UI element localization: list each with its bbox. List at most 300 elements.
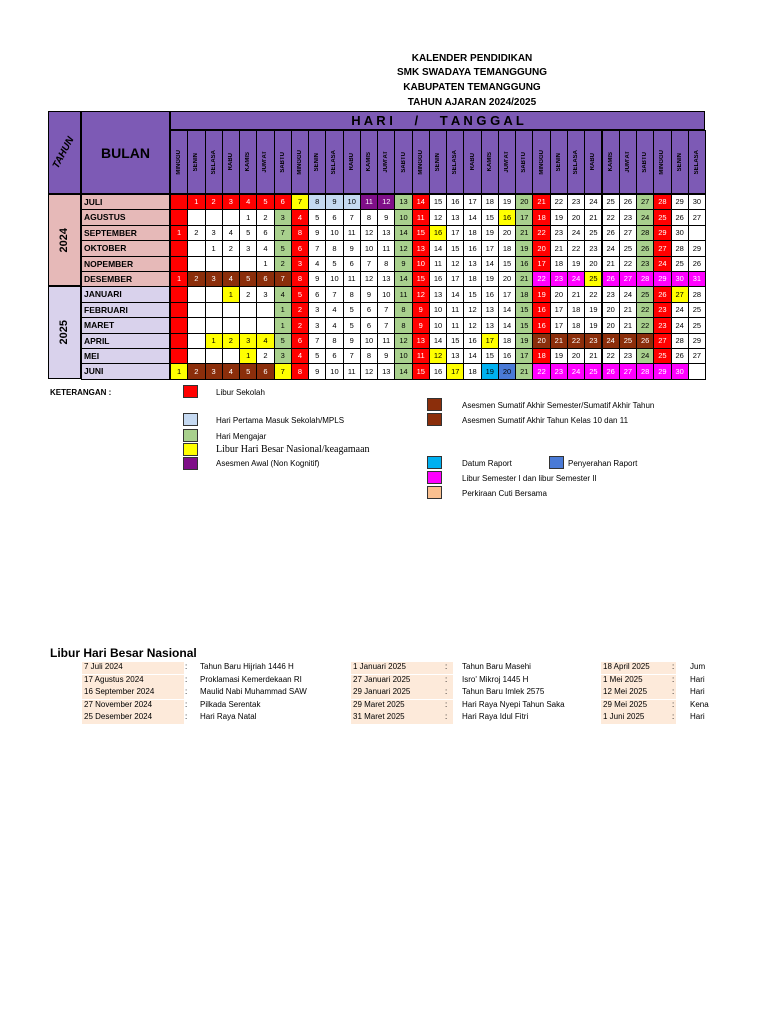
- day-cell: 7: [360, 256, 378, 272]
- day-cell: 3: [256, 286, 274, 302]
- day-cell: 7: [377, 317, 395, 333]
- year-cell: [48, 194, 81, 286]
- day-cell: 25: [584, 271, 602, 287]
- day-cell: [170, 194, 188, 210]
- day-cell: 5: [239, 271, 257, 287]
- day-cell: 6: [256, 271, 274, 287]
- day-cell: 18: [567, 317, 585, 333]
- legend-label: Libur Hari Besar Nasional/keagamaan: [216, 444, 370, 455]
- month-name: JUNI: [81, 363, 170, 379]
- day-name-label: MINGGU: [176, 149, 183, 175]
- day-cell: 18: [532, 209, 550, 225]
- day-cell: 12: [360, 271, 378, 287]
- day-cell: 5: [239, 363, 257, 379]
- day-cell: 21: [602, 256, 620, 272]
- day-cell: 1: [187, 194, 205, 210]
- day-cell: 2: [205, 194, 223, 210]
- day-name-header: [688, 130, 706, 194]
- legend-label: Asesmen Sumatif Akhir Semester/Sumatif Akhir Tahun: [462, 401, 655, 410]
- legend-swatch: [183, 429, 198, 442]
- day-name-header: [515, 130, 533, 194]
- day-cell: 16: [429, 363, 447, 379]
- holiday-name: Tahun Baru Hijriah 1446 H: [200, 662, 294, 671]
- day-cell: 9: [360, 286, 378, 302]
- holiday-name: Tahun Baru Imlek 2575: [462, 687, 545, 696]
- day-cell: [170, 333, 188, 349]
- day-cell: 6: [256, 363, 274, 379]
- day-cell: [170, 317, 188, 333]
- day-cell: 9: [308, 363, 326, 379]
- day-cell: 20: [567, 209, 585, 225]
- day-cell: 19: [498, 194, 516, 210]
- day-name-label: SENIN: [555, 152, 562, 172]
- day-cell: 11: [343, 363, 361, 379]
- holiday-date: 31 Maret 2025: [351, 712, 453, 724]
- day-cell: 6: [343, 256, 361, 272]
- day-cell: 27: [619, 225, 637, 241]
- day-cell: 8: [394, 302, 412, 318]
- day-name-label: SABTU: [642, 151, 649, 173]
- day-name-header: [239, 130, 257, 194]
- day-cell: 26: [619, 194, 637, 210]
- day-cell: 15: [412, 225, 430, 241]
- day-cell: 20: [498, 271, 516, 287]
- day-cell: 1: [274, 317, 292, 333]
- day-cell: 12: [394, 333, 412, 349]
- day-cell: [205, 302, 223, 318]
- day-name-header: [653, 130, 671, 194]
- day-cell: 16: [481, 286, 499, 302]
- day-cell: 16: [446, 194, 464, 210]
- day-cell: 7: [308, 333, 326, 349]
- day-cell: 23: [653, 317, 671, 333]
- holiday-name: Hari Raya Nyepi Tahun Saka: [462, 699, 565, 709]
- day-cell: 14: [463, 209, 481, 225]
- day-cell: 7: [308, 240, 326, 256]
- day-cell: 3: [274, 209, 292, 225]
- day-cell: 11: [412, 348, 430, 364]
- day-cell: 15: [498, 256, 516, 272]
- day-cell: 23: [602, 286, 620, 302]
- day-cell: 24: [671, 302, 689, 318]
- day-cell: 7: [325, 286, 343, 302]
- day-cell: 2: [256, 209, 274, 225]
- day-name-label: SELASA: [452, 149, 459, 175]
- day-cell: 15: [515, 317, 533, 333]
- day-cell: 7: [291, 194, 309, 210]
- day-cell: 11: [343, 271, 361, 287]
- day-cell: 18: [498, 333, 516, 349]
- day-cell: 26: [602, 363, 620, 379]
- day-cell: 9: [308, 225, 326, 241]
- legend-swatch: [427, 456, 442, 469]
- day-name-header: [205, 130, 223, 194]
- day-cell: 7: [343, 348, 361, 364]
- day-cell: 13: [377, 271, 395, 287]
- day-cell: 1: [170, 271, 188, 287]
- day-name-label: KAMIS: [486, 152, 493, 172]
- day-cell: 2: [222, 333, 240, 349]
- day-cell: 26: [636, 240, 654, 256]
- day-cell: [170, 302, 188, 318]
- day-cell: 20: [498, 363, 516, 379]
- day-cell: 14: [394, 225, 412, 241]
- title-line-4: TAHUN AJARAN 2024/2025: [407, 97, 537, 108]
- day-cell: 11: [394, 286, 412, 302]
- day-cell: 10: [360, 240, 378, 256]
- day-cell: [688, 225, 706, 241]
- year-cell: [48, 286, 81, 378]
- day-cell: 12: [360, 225, 378, 241]
- day-cell: 20: [515, 194, 533, 210]
- day-cell: 27: [671, 286, 689, 302]
- day-cell: 24: [567, 271, 585, 287]
- day-cell: 4: [291, 348, 309, 364]
- day-cell: 21: [550, 333, 568, 349]
- holiday-colon: :: [672, 674, 675, 684]
- day-cell: 24: [653, 256, 671, 272]
- month-name: JULI: [81, 194, 170, 210]
- day-name-label: MINGGU: [417, 149, 424, 175]
- holiday-date: 29 Maret 2025: [351, 700, 453, 712]
- day-cell: 4: [291, 209, 309, 225]
- day-cell: 1: [170, 225, 188, 241]
- day-cell: 14: [463, 348, 481, 364]
- day-name-label: SENIN: [676, 152, 683, 172]
- day-cell: 23: [636, 256, 654, 272]
- day-cell: 21: [532, 194, 550, 210]
- holiday-colon: :: [185, 712, 188, 721]
- day-name-header: [274, 130, 292, 194]
- day-cell: 27: [653, 240, 671, 256]
- day-cell: 22: [602, 348, 620, 364]
- holiday-colon: :: [672, 712, 675, 721]
- day-cell: 31: [688, 271, 706, 287]
- day-name-label: JUM'AT: [624, 151, 631, 173]
- day-cell: 23: [550, 225, 568, 241]
- day-cell: 17: [446, 363, 464, 379]
- holiday-name: Hari Raya Natal: [200, 712, 257, 721]
- holiday-date: 25 Desember 2024: [82, 712, 184, 724]
- holiday-date: 27 November 2024: [82, 700, 184, 712]
- day-cell: 6: [308, 286, 326, 302]
- day-cell: 8: [360, 348, 378, 364]
- day-cell: 21: [515, 225, 533, 241]
- day-cell: 1: [170, 363, 188, 379]
- holiday-date: 1 Mei 2025: [601, 675, 676, 687]
- legend-swatch: [183, 457, 198, 470]
- legend-label: Libur Sekolah: [216, 388, 265, 397]
- day-name-label: RABU: [348, 153, 355, 171]
- day-cell: 25: [584, 363, 602, 379]
- day-cell: [205, 348, 223, 364]
- holiday-name: Maulid Nabi Muhammad SAW: [200, 687, 307, 696]
- day-cell: 7: [274, 225, 292, 241]
- day-cell: 12: [446, 256, 464, 272]
- day-cell: 22: [584, 286, 602, 302]
- day-cell: 15: [463, 286, 481, 302]
- day-cell: 8: [291, 225, 309, 241]
- holiday-date: 27 Januari 2025: [351, 675, 453, 687]
- legend-label: Libur Semester I dan libur Semester II: [462, 474, 597, 483]
- holiday-colon: :: [445, 699, 448, 709]
- day-cell: 12: [412, 286, 430, 302]
- day-name-label: SELASA: [573, 149, 580, 175]
- day-cell: 3: [308, 317, 326, 333]
- day-cell: 19: [515, 240, 533, 256]
- day-cell: [205, 209, 223, 225]
- day-cell: 9: [412, 317, 430, 333]
- day-cell: 11: [343, 225, 361, 241]
- day-cell: 4: [239, 194, 257, 210]
- day-name-header: [636, 130, 654, 194]
- day-cell: 11: [446, 317, 464, 333]
- day-name-header: [377, 130, 395, 194]
- legend-title: KETERANGAN :: [50, 388, 112, 397]
- day-cell: 30: [688, 194, 706, 210]
- day-cell: 18: [481, 194, 499, 210]
- day-cell: 21: [584, 348, 602, 364]
- day-name-label: MINGGU: [659, 149, 666, 175]
- day-cell: 16: [463, 240, 481, 256]
- holiday-date: 18 April 2025: [601, 662, 676, 674]
- day-cell: [187, 256, 205, 272]
- day-cell: 5: [325, 256, 343, 272]
- day-cell: 4: [256, 333, 274, 349]
- day-cell: 26: [688, 256, 706, 272]
- day-cell: 22: [567, 333, 585, 349]
- day-cell: 24: [567, 363, 585, 379]
- day-cell: [222, 256, 240, 272]
- day-cell: 10: [377, 286, 395, 302]
- day-name-header: [308, 130, 326, 194]
- month-name: APRIL: [81, 333, 170, 349]
- month-name: FEBRUARI: [81, 302, 170, 318]
- day-cell: 24: [671, 317, 689, 333]
- day-cell: 18: [532, 348, 550, 364]
- day-cell: 25: [688, 317, 706, 333]
- day-cell: 4: [222, 225, 240, 241]
- holiday-name: Isro' Mikroj 1445 H: [462, 674, 529, 684]
- month-name: SEPTEMBER: [81, 225, 170, 241]
- day-cell: 4: [308, 256, 326, 272]
- holiday-date: 17 Agustus 2024: [82, 675, 184, 687]
- day-cell: 11: [360, 194, 378, 210]
- day-name-label: JUM'AT: [383, 151, 390, 173]
- day-cell: 5: [274, 333, 292, 349]
- holiday-colon: :: [672, 662, 675, 671]
- holiday-name: Proklamasi Kemerdekaan RI: [200, 674, 302, 684]
- holiday-colon: :: [445, 662, 448, 671]
- day-cell: 7: [274, 271, 292, 287]
- legend-label: Hari Pertama Masuk Sekolah/MPLS: [216, 416, 345, 425]
- day-cell: 18: [463, 363, 481, 379]
- day-cell: 25: [653, 348, 671, 364]
- day-cell: 13: [412, 333, 430, 349]
- day-cell: 19: [584, 317, 602, 333]
- month-name: AGUSTUS: [81, 209, 170, 225]
- holiday-name: Hari: [690, 687, 705, 696]
- day-cell: 12: [429, 348, 447, 364]
- tahun-header-label: TAHUN: [51, 134, 77, 170]
- day-cell: 30: [671, 225, 689, 241]
- day-cell: 10: [394, 209, 412, 225]
- day-cell: 19: [567, 256, 585, 272]
- year-label: 2025: [58, 320, 70, 345]
- day-cell: 10: [412, 256, 430, 272]
- day-cell: 23: [567, 194, 585, 210]
- day-name-header: [360, 130, 378, 194]
- day-name-header: [463, 130, 481, 194]
- day-name-header: [325, 130, 343, 194]
- day-cell: 9: [377, 348, 395, 364]
- day-cell: 19: [481, 225, 499, 241]
- day-cell: 9: [377, 209, 395, 225]
- day-cell: 9: [343, 333, 361, 349]
- day-cell: 28: [653, 194, 671, 210]
- day-cell: 1: [205, 333, 223, 349]
- day-cell: 6: [291, 240, 309, 256]
- day-cell: 23: [619, 209, 637, 225]
- day-cell: 21: [567, 286, 585, 302]
- day-cell: 9: [394, 256, 412, 272]
- day-cell: 17: [463, 194, 481, 210]
- year-label: 2024: [58, 227, 70, 253]
- day-cell: 24: [567, 225, 585, 241]
- holiday-name: Hari: [690, 674, 705, 684]
- day-cell: [688, 363, 706, 379]
- day-cell: 29: [653, 271, 671, 287]
- day-cell: 12: [360, 363, 378, 379]
- hari-tanggal-header: H A R I / T A N G G A L: [170, 111, 705, 130]
- day-cell: 14: [446, 286, 464, 302]
- day-cell: 8: [291, 271, 309, 287]
- day-cell: 7: [377, 302, 395, 318]
- day-name-label: SABTU: [400, 151, 407, 173]
- day-cell: 7: [343, 209, 361, 225]
- day-cell: 11: [446, 302, 464, 318]
- day-cell: 15: [429, 194, 447, 210]
- day-cell: 19: [481, 363, 499, 379]
- holiday-date: 1 Januari 2025: [351, 662, 453, 674]
- day-cell: 29: [688, 240, 706, 256]
- month-name: JANUARI: [81, 286, 170, 302]
- day-cell: 1: [239, 209, 257, 225]
- holiday-date: 12 Mei 2025: [601, 687, 676, 699]
- day-cell: 26: [671, 209, 689, 225]
- day-cell: 19: [550, 209, 568, 225]
- day-cell: 13: [446, 348, 464, 364]
- day-cell: 16: [515, 256, 533, 272]
- day-cell: 29: [653, 363, 671, 379]
- holiday-name: Kena: [690, 699, 709, 709]
- day-name-label: KAMIS: [245, 152, 252, 172]
- day-cell: [239, 256, 257, 272]
- day-cell: 5: [239, 225, 257, 241]
- day-cell: 29: [671, 194, 689, 210]
- holiday-date: 29 Januari 2025: [351, 687, 453, 699]
- day-cell: 26: [636, 333, 654, 349]
- day-name-header: [429, 130, 447, 194]
- day-cell: 26: [602, 225, 620, 241]
- day-cell: 4: [274, 286, 292, 302]
- day-cell: 18: [498, 240, 516, 256]
- day-cell: 24: [602, 333, 620, 349]
- day-cell: 2: [291, 317, 309, 333]
- day-cell: 16: [463, 333, 481, 349]
- day-cell: 27: [653, 333, 671, 349]
- day-cell: 14: [412, 194, 430, 210]
- day-cell: 17: [481, 240, 499, 256]
- day-cell: [256, 302, 274, 318]
- day-cell: 3: [239, 333, 257, 349]
- day-cell: 12: [463, 302, 481, 318]
- month-name: NOPEMBER: [81, 256, 170, 272]
- day-name-label: SELASA: [693, 149, 700, 175]
- day-cell: 5: [308, 348, 326, 364]
- holiday-colon: :: [445, 687, 448, 696]
- day-name-header: [187, 130, 205, 194]
- day-cell: 15: [515, 302, 533, 318]
- day-cell: 8: [360, 209, 378, 225]
- day-cell: 14: [394, 271, 412, 287]
- day-name-label: KAMIS: [607, 152, 614, 172]
- day-name-header: [671, 130, 689, 194]
- day-name-label: RABU: [227, 153, 234, 171]
- day-cell: 13: [377, 225, 395, 241]
- day-cell: 20: [498, 225, 516, 241]
- day-cell: 22: [636, 317, 654, 333]
- day-cell: 25: [653, 209, 671, 225]
- day-cell: 24: [619, 286, 637, 302]
- holiday-name: Hari: [690, 712, 705, 721]
- legend-swatch: [183, 413, 198, 426]
- day-cell: 6: [325, 348, 343, 364]
- day-cell: 2: [256, 348, 274, 364]
- day-name-header: [602, 130, 620, 194]
- day-cell: 13: [481, 317, 499, 333]
- day-cell: 1: [256, 256, 274, 272]
- day-cell: 16: [498, 348, 516, 364]
- day-cell: [187, 240, 205, 256]
- holiday-colon: :: [445, 674, 448, 684]
- day-cell: 21: [515, 363, 533, 379]
- holiday-colon: :: [185, 699, 188, 709]
- day-name-header: [567, 130, 585, 194]
- day-name-header: [343, 130, 361, 194]
- day-cell: 22: [532, 363, 550, 379]
- day-cell: 5: [343, 302, 361, 318]
- day-cell: 6: [256, 225, 274, 241]
- day-cell: [187, 209, 205, 225]
- day-name-label: RABU: [590, 153, 597, 171]
- day-cell: 16: [532, 302, 550, 318]
- day-cell: 1: [205, 240, 223, 256]
- bulan-header: BULAN: [81, 111, 170, 194]
- day-cell: 15: [481, 348, 499, 364]
- day-cell: [187, 302, 205, 318]
- day-cell: 17: [446, 225, 464, 241]
- day-name-header: [222, 130, 240, 194]
- day-cell: 11: [377, 333, 395, 349]
- day-cell: 24: [636, 209, 654, 225]
- day-name-label: SELASA: [331, 149, 338, 175]
- day-cell: [222, 302, 240, 318]
- day-name-label: SELASA: [210, 149, 217, 175]
- day-cell: [239, 317, 257, 333]
- day-cell: 13: [429, 286, 447, 302]
- day-cell: [187, 317, 205, 333]
